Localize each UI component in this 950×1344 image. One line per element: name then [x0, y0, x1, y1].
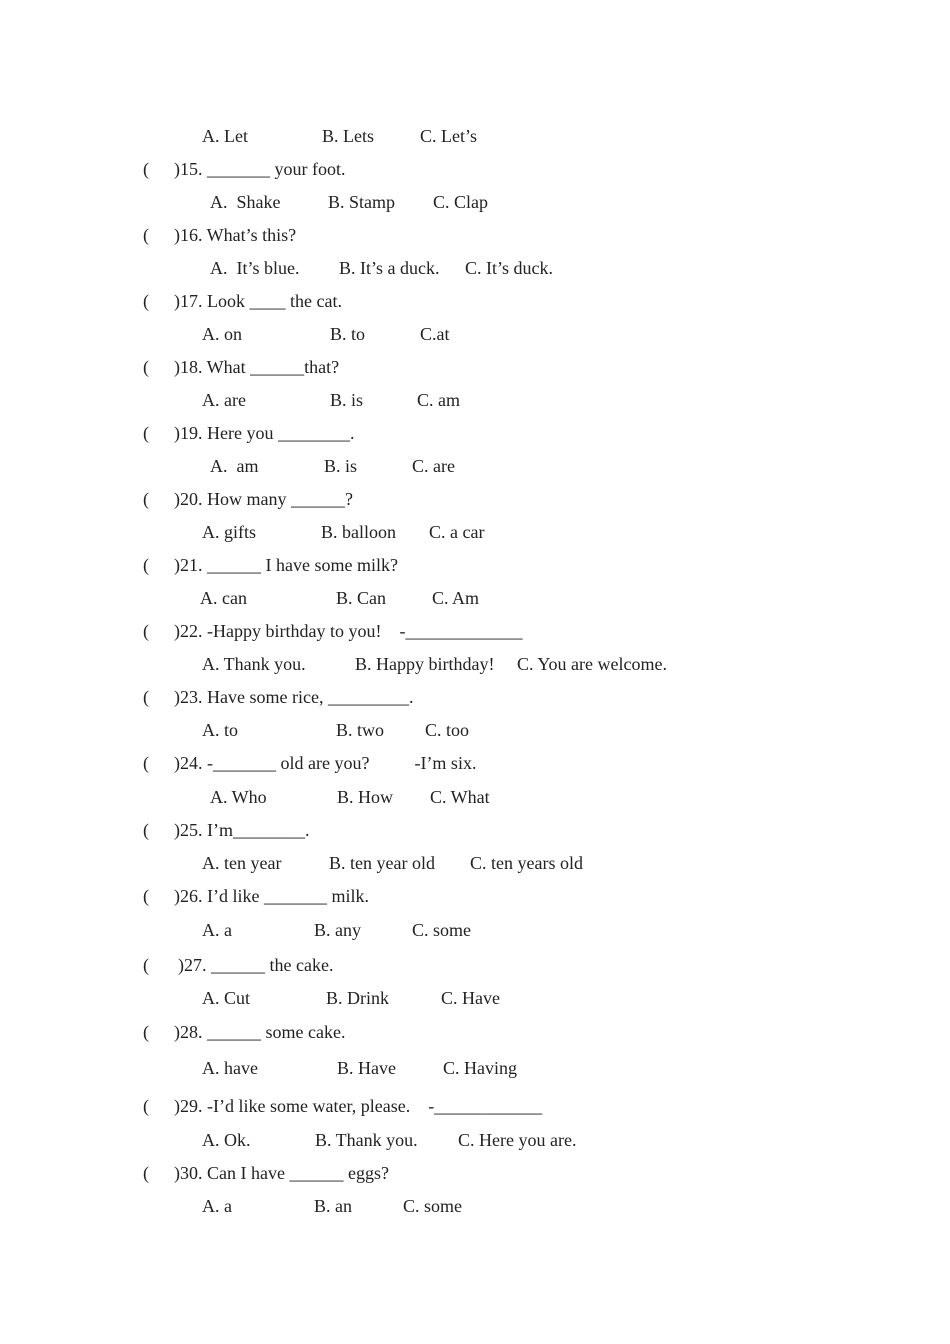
option-a: A. Let [202, 126, 248, 146]
option-b: B. Drink [326, 988, 389, 1008]
option-c: C. Here you are. [458, 1130, 577, 1150]
question-text: )22. -Happy birthday to you! -_____________ [174, 621, 523, 641]
option-b: B. It’s a duck. [339, 258, 440, 278]
answer-paren: ( [143, 753, 149, 773]
option-a: A. are [202, 390, 246, 410]
answer-paren: ( [143, 886, 149, 906]
answer-paren: ( [143, 820, 149, 840]
answer-paren: ( [143, 621, 149, 641]
option-a: A. Shake [210, 192, 281, 212]
option-a: A. a [202, 920, 232, 940]
option-c: C. Am [432, 588, 480, 608]
answer-paren: ( [143, 159, 149, 179]
option-c: C. Clap [433, 192, 489, 212]
answer-paren: ( [143, 1096, 149, 1116]
option-a: A. Cut [202, 988, 251, 1008]
option-a: A. can [200, 588, 247, 608]
question-text: )16. What’s this? [174, 225, 297, 245]
option-b: B. to [330, 324, 366, 344]
option-a: A. gifts [202, 522, 256, 542]
option-c: C. am [417, 390, 460, 410]
option-a: A. Who [210, 787, 267, 807]
option-c: C. are [412, 456, 455, 476]
option-a: A. ten year [202, 853, 282, 873]
option-c: C. Let’s [420, 126, 477, 146]
option-c: C. some [403, 1196, 463, 1216]
question-text: )15. _______ your foot. [174, 159, 346, 179]
answer-paren: ( [143, 225, 149, 245]
option-a: A. a [202, 1196, 232, 1216]
answer-paren: ( [143, 357, 149, 377]
option-b: B. Can [336, 588, 387, 608]
option-b: B. Thank you. [315, 1130, 418, 1150]
option-c: C. Have [441, 988, 500, 1008]
answer-paren: ( [143, 955, 149, 975]
question-text: )17. Look ____ the cat. [174, 291, 342, 311]
option-a: A. It’s blue. [210, 258, 300, 278]
question-text: )29. -I’d like some water, please. -____________ [174, 1096, 543, 1116]
answer-paren: ( [143, 489, 149, 509]
option-b: B. Lets [322, 126, 374, 146]
answer-paren: ( [143, 423, 149, 443]
option-a: A. have [202, 1058, 258, 1078]
question-text: )24. -_______ old are you? -I’m six. [174, 753, 477, 773]
question-text: )23. Have some rice, _________. [174, 687, 414, 707]
option-b: B. balloon [321, 522, 396, 542]
option-a: A. to [202, 720, 238, 740]
answer-paren: ( [143, 1163, 149, 1183]
question-text: )28. ______ some cake. [174, 1022, 346, 1042]
option-c: C. What [430, 787, 490, 807]
option-a: A. Thank you. [202, 654, 306, 674]
option-c: C.at [420, 324, 450, 344]
option-a: A. am [210, 456, 259, 476]
question-text: )21. ______ I have some milk? [174, 555, 398, 575]
option-c: C. ten years old [470, 853, 583, 873]
answer-paren: ( [143, 291, 149, 311]
answer-paren: ( [143, 555, 149, 575]
option-b: B. ten year old [329, 853, 435, 873]
option-b: B. any [314, 920, 361, 940]
option-c: C. It’s duck. [465, 258, 553, 278]
option-c: C. a car [429, 522, 485, 542]
option-c: C. You are welcome. [517, 654, 667, 674]
option-c: C. some [412, 920, 472, 940]
question-text: )25. I’m________. [174, 820, 310, 840]
answer-paren: ( [143, 1022, 149, 1042]
question-text: )27. ______ the cake. [178, 955, 334, 975]
option-b: B. Have [337, 1058, 396, 1078]
option-b: B. is [330, 390, 364, 410]
option-b: B. two [336, 720, 385, 740]
question-text: )18. What ______that? [174, 357, 340, 377]
option-b: B. Happy birthday! [355, 654, 495, 674]
question-text: )26. I’d like _______ milk. [174, 886, 369, 906]
option-b: B. How [337, 787, 394, 807]
question-text: )20. How many ______? [174, 489, 353, 509]
option-c: C. too [425, 720, 470, 740]
answer-paren: ( [143, 687, 149, 707]
question-text: )19. Here you ________. [174, 423, 355, 443]
option-b: B. Stamp [328, 192, 396, 212]
option-a: A. on [202, 324, 242, 344]
option-b: B. an [314, 1196, 352, 1216]
option-b: B. is [324, 456, 358, 476]
question-text: )30. Can I have ______ eggs? [174, 1163, 389, 1183]
option-a: A. Ok. [202, 1130, 251, 1150]
option-c: C. Having [443, 1058, 517, 1078]
